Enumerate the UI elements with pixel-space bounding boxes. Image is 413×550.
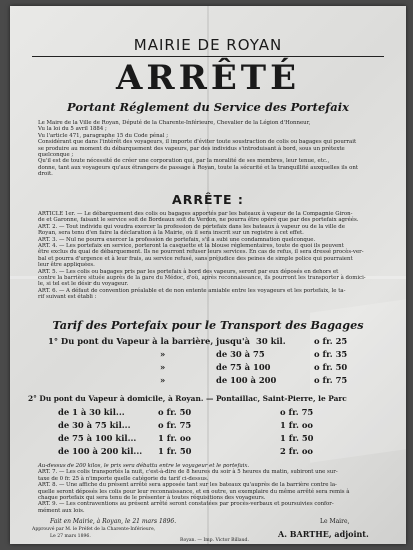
tarif-row — [48, 362, 388, 374]
signature-name: A. BARTHE, adjoint. — [278, 529, 369, 539]
place-date: Fait en Mairie, à Royan, le 21 mars 1896. — [50, 518, 177, 525]
closing-line: taxe de 0 fr. 25 à n'importe quelle catégorie du tarif ci-dessus. — [38, 475, 209, 482]
arrete-title: ARRÊTÉ — [115, 58, 301, 98]
preamble-line: droit. — [38, 171, 53, 178]
preamble-line: donne, tant aux voyageurs qu'aux étrangers de passage à Royan, toute la sécurité et la tranquillité auxquelles ils ont — [38, 164, 359, 171]
article-line: ARTICLE 1er. — Le débarquement des colis ou bagages apportés par les bateaux à vapeur de la Compagnie Giron- — [38, 211, 353, 217]
tarif-row — [58, 420, 388, 432]
tarif-row — [48, 336, 388, 348]
ditto-mark: » — [160, 349, 166, 359]
tarif-price-royan: o fr. 50 — [158, 407, 192, 417]
section2-label: 2° Du pont du Vapeur à domicile, à Royan. — Pontaillac, Saint-Pierre, le Parc — [28, 394, 347, 403]
section1-label: 1° Du pont du Vapeur à la barrière, jusqu'à — [48, 336, 250, 346]
article-line: Royan, sera tenu d'en faire la déclaration à la Mairie, où il sera inscrit sur un registre à cet effet. — [38, 230, 304, 237]
article-line: contre la barrière située auprès de la gare du Médoc, d'où, après reconnaissance, ils pourront les transporter à domici- — [38, 275, 366, 282]
preamble-line: Vu l'article 471, paragraphe 15 du Code pénal ; — [38, 132, 169, 139]
tarif-row — [48, 375, 388, 387]
tarif-row — [58, 446, 388, 458]
preamble — [38, 120, 386, 178]
preamble-line: quelconque ; — [38, 152, 74, 159]
tarif-price-royan: 1 fr. oo — [158, 433, 191, 443]
tarif-price-other: o fr. 75 — [280, 407, 314, 417]
tarif-title: Tarif des Portefaix pour le Transport des Bagages — [52, 318, 364, 332]
article-line: rif suivant est établi : — [38, 294, 97, 301]
ditto-mark: » — [160, 375, 166, 385]
article-line: ART. 3. — Nul ne pourra exercer la profession de portefaix, s'il a subi une condamnation quelconque. — [38, 236, 316, 243]
mairie-heading: MAIRIE DE ROYAN — [133, 36, 283, 54]
closing-line: ART. 9. — Les contraventions au présent arrêté seront constatées par procès-verbaux et poursuivies confor- — [38, 501, 334, 508]
tarif-range: de 75 à 100 — [216, 362, 271, 372]
preamble-line: Vu la loi du 5 avril 1884 ; — [38, 126, 107, 133]
tarif-price-other: 2 fr. oo — [280, 446, 313, 456]
tarif-row — [48, 349, 388, 361]
tarif-price-other: 1 fr. 50 — [280, 433, 314, 443]
tarif-range: de 30 à 75 — [216, 349, 265, 359]
tarif-price: o fr. 35 — [314, 349, 348, 359]
tarif-range: de 75 à 100 kil... — [58, 433, 137, 443]
article-line: bal et pourra d'urgence et à leur frais, au service refusé, sans préjudice des peines de simple police qui pourraient — [38, 255, 353, 262]
arrete-heading: ARRÊTE : — [172, 192, 244, 207]
closing-articles — [38, 463, 386, 514]
tarif-range: de 100 à 200 — [216, 375, 277, 385]
tarif-price-royan: o fr. 75 — [158, 420, 192, 430]
tarif-price-other: 1 fr. oo — [280, 420, 313, 430]
tarif-range: de 30 à 75 kil... — [58, 420, 131, 430]
articles — [38, 211, 386, 301]
tarif-price: o fr. 50 — [314, 362, 348, 372]
closing-line: ART. 8. — Une affiche du présent arrêté sera apposée tant sur les bateaux qu'auprès de la barrière contre la- — [38, 482, 337, 489]
signature-role: Le Maire, — [320, 518, 350, 525]
ditto-mark: » — [160, 362, 166, 372]
article-line: de et Garonne, faisant le service soit de Bordeaux soit du Verdon, ne pourra être opéré que par des portefaix agréés. — [38, 217, 359, 224]
article-line: ART. 5. — Les colis ou bagages pris par les portefaix à bord des vapeurs, seront par eux déposés en dehors et — [38, 268, 339, 275]
tarif-range: de 1 à 30 kil... — [58, 407, 125, 417]
approval-date: Le 27 mars 1896. — [50, 534, 91, 539]
tarif-price: o fr. 25 — [314, 336, 348, 346]
tarif-price-royan: 1 fr. 50 — [158, 446, 192, 456]
tarif-price: o fr. 75 — [314, 375, 348, 385]
closing-line: Au-dessus de 200 kilos, le prix sera débattu entre le voyageur et le portefaix. — [38, 463, 250, 469]
closing-line: chaque portefaix qui sera tenu de le présenter à toutes réquisitions des voyageurs. — [38, 495, 266, 502]
printer-line: Royan. — Imp. Victor Billaud. — [180, 538, 249, 543]
tarif-row — [58, 407, 388, 419]
article-line: le, si tel est le désir du voyageur. — [38, 281, 129, 288]
preamble-line: Considérant que dans l'intérêt des voyageurs, il importe d'éviter toute soustraction de colis ou bagages qui pourrait — [38, 139, 357, 146]
closing-line: ART. 7. — Les colis transportés la nuit, c'est-à-dire de 8 heures du soir à 5 heures du matin, subiront une sur- — [38, 469, 338, 476]
poster — [10, 6, 406, 544]
tarif-range: 30 kil. — [256, 336, 286, 346]
article-line: ART. 4. — Les portefaix en service, porteront la casquette et la blouse réglementaires, toute de quoi ils peuvent — [38, 243, 344, 250]
preamble-line: Le Maire de la Ville de Royan, Député de la Charente-Inférieure, Chevalier de la Légion d'Honneur, — [38, 120, 311, 126]
tarif-row — [58, 433, 388, 445]
preamble-line: se produire au moment du débarquement des vapeurs, par des individus s'introduisant à bord, sous un prétexte — [38, 145, 345, 152]
approval-line: Approuvé par M. le Préfet de la Charente-Inférieure, — [32, 527, 156, 532]
article-line: ART. 6. — A défaut de convention préalable et de non entente amiable entre les voyageurs et les portefaix, le ta- — [38, 287, 346, 294]
arrete-subtitle: Portant Réglement du Service des Portefaix — [67, 100, 349, 114]
closing-line: mément aux lois. — [38, 507, 85, 514]
closing-line: quelle seront déposés les colis pour leur reconnaissance, et en outre, un exemplaire du même arrêté sera remis à — [38, 488, 350, 495]
article-line: ART. 2. — Tout individu qui voudra exercer la profession de portefaix dans les bateaux à vapeur ou de la ville de — [38, 223, 345, 230]
top-rule — [32, 56, 384, 57]
article-line: être exclus du quai de débarquement. Ils ne pourront refuser leurs services. En cas de refus, il sera dressé procès-ver- — [38, 249, 364, 256]
article-line: leur être appliquées. — [38, 262, 95, 269]
tarif-range: de 100 à 200 kil... — [58, 446, 143, 456]
preamble-line: Qu'il est de toute nécessité de créer une corporation qui, par la moralité de ses membres, leur tenue, etc., — [38, 158, 330, 165]
